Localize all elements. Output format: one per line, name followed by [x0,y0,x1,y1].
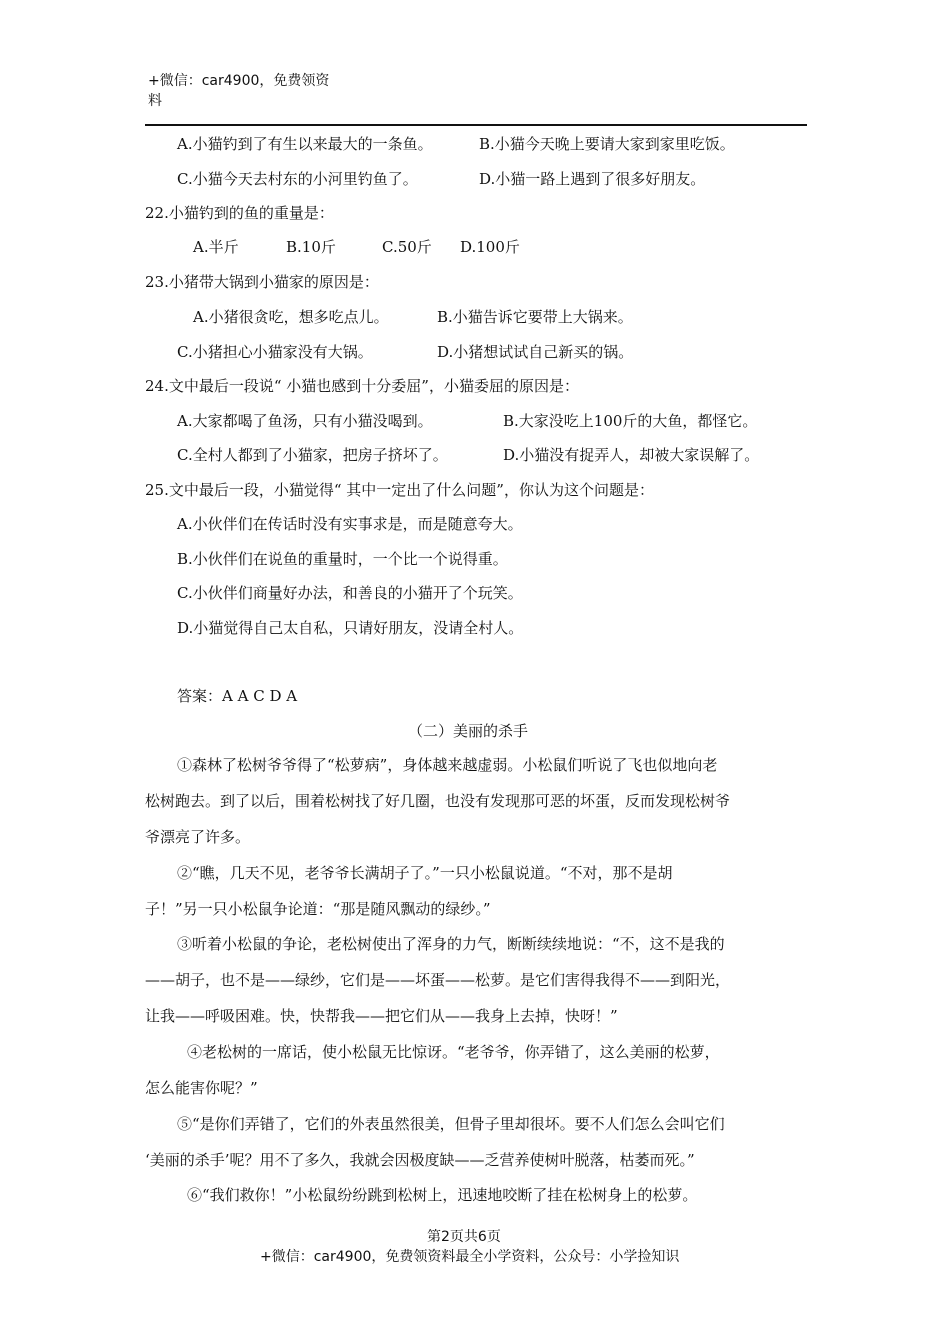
q24-stem: 24.文中最后一段说“ 小猫也感到十分委屈”，小猫委屈的原因是： [145,377,579,395]
q22-option-c: C.50斤 [382,238,432,256]
q23-stem: 23.小猪带大锅到小猫家的原因是： [145,273,379,291]
passage-line: ④老松树的一席话，使小松鼠无比惊讶。“老爷爷，你弄错了，这么美丽的松萝， [187,1043,720,1061]
q23-option-a: A.小猪很贪吃，想多吃点儿。 [193,308,389,326]
q25-option-b: B.小伙伴们在说鱼的重量时，一个比一个说得重。 [177,550,508,568]
q23-option-c: C.小猪担心小猫家没有大锅。 [177,343,373,361]
q22-stem: 22.小猫钓到的鱼的重量是： [145,204,334,222]
passage-line: ⑥“我们救你！”小松鼠纷纷跳到松树上，迅速地咬断了挂在松树身上的松萝。 [187,1186,698,1204]
header-promo-line2: 料 [148,93,162,109]
q25-option-d: D.小猫觉得自己太自私，只请好朋友，没请全村人。 [177,619,524,637]
footer-promo: +微信：car4900，免费领资料最全小学资料，公众号：小学捡知识 [260,1249,680,1265]
q21-option-c: C.小猫今天去村东的小河里钓鱼了。 [177,170,418,188]
q23-option-b: B.小猫告诉它要带上大锅来。 [437,308,633,326]
q24-option-d: D.小猫没有捉弄人，却被大家误解了。 [503,446,760,464]
header-promo-line1: +微信：car4900，免费领资 [148,73,330,89]
page-number: 第2页共6页 [427,1229,501,1245]
q24-option-b: B.大家没吃上100斤的大鱼，都怪它。 [503,412,758,430]
q25-option-a: A.小伙伴们在传话时没有实事求是，而是随意夸大。 [177,515,523,533]
passage-line: ②“瞧，几天不见，老爷爷长满胡子了。”一只小松鼠说道。“不对，那不是胡 [177,864,673,882]
q23-option-d: D.小猪想试试自己新买的锅。 [437,343,634,361]
passage-line: 爷漂亮了许多。 [145,828,251,846]
q24-option-c: C.全村人都到了小猫家，把房子挤坏了。 [177,446,448,464]
passage-line: ①森林了松树爷爷得了“松萝病”，身体越来越虚弱。小松鼠们听说了飞也似地向老 [177,756,718,774]
q21-option-d: D.小猫一路上遇到了很多好朋友。 [479,170,706,188]
passage-line: ⑤“是你们弄错了，它们的外表虽然很美，但骨子里却很坏。要不人们怎么会叫它们 [177,1115,725,1133]
passage-line: 怎么能害你呢？” [145,1079,258,1097]
q24-option-a: A.大家都喝了鱼汤，只有小猫没喝到。 [177,412,433,430]
passage-line: ③听着小松鼠的争论，老松树使出了浑身的力气，断断续续地说：“不，这不是我的 [177,935,725,953]
passage-line: 让我——呼吸困难。快，快帮我——把它们从——我身上去掉，快呀！” [145,1007,618,1025]
q21-option-b: B.小猫今天晚上要请大家到家里吃饭。 [479,135,735,153]
q22-option-b: B.10斤 [286,238,336,256]
passage-line: 松树跑去。到了以后，围着松树找了好几圈，也没有发现那可恶的坏蛋，反而发现松树爷 [145,792,731,810]
q25-option-c: C.小伙伴们商量好办法，和善良的小猫开了个玩笑。 [177,584,523,602]
answer-key: 答案：A A C D A [177,687,298,705]
header-divider [145,124,807,126]
passage-line: ‘美丽的杀手’呢？用不了多久，我就会因极度缺——乏营养使树叶脱落，枯萎而死。” [145,1151,695,1169]
passage-line: 子！”另一只小松鼠争论道：“那是随风飘动的绿纱。” [145,900,491,918]
q21-option-a: A.小猫钓到了有生以来最大的一条鱼。 [177,135,433,153]
q25-stem: 25.文中最后一段，小猫觉得“ 其中一定出了什么问题”，你认为这个问题是： [145,481,654,499]
q22-option-a: A.半斤 [193,238,239,256]
q22-option-d: D.100斤 [460,238,520,256]
passage-line: ——胡子，也不是——绿纱，它们是——坏蛋——松萝。是它们害得我得不——到阳光， [145,971,731,989]
passage-title: （二）美丽的杀手 [408,722,529,740]
